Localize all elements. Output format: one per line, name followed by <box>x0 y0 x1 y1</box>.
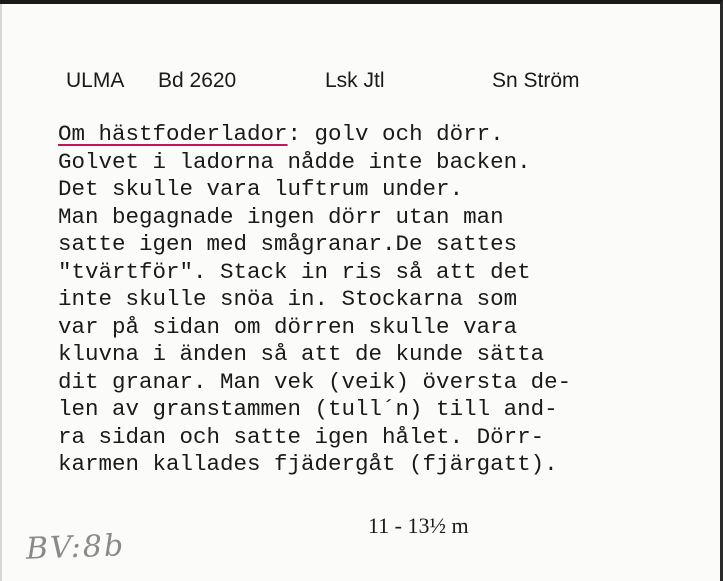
body-line: inte skulle snöa in. Stockarna som <box>58 286 518 312</box>
parish-label: Sn Ström <box>492 69 580 92</box>
topic-heading: Om hästfoderlador <box>58 121 288 147</box>
body-line: karmen kallades fjädergåt (fjärgatt). <box>58 451 558 477</box>
body-line: len av granstammen (tull´n) till and- <box>58 396 558 422</box>
body-line: "tvärtför". Stack in ris så att det <box>58 258 531 285</box>
body-line: Golvet i ladorna nådde inte backen. <box>58 148 531 175</box>
body-line: Det skulle vara luftrum under. <box>58 176 464 202</box>
body-line: var på sidan om dörren skulle vara <box>58 313 518 340</box>
topic-continuation: : golv och dörr. <box>287 121 504 147</box>
page-range: 11 - 13½ m <box>368 513 469 538</box>
collection-label: ULMA <box>66 69 125 92</box>
volume-label: Bd 2620 <box>158 69 237 92</box>
body-line: Man begagnade ingen dörr utan man <box>58 203 504 230</box>
body-line: satte igen med smågranar.De sattes <box>58 231 518 257</box>
body-line: ra sidan och satte igen hålet. Dörr- <box>58 423 545 450</box>
province-label: Lsk Jtl <box>325 69 385 92</box>
body-line <box>58 121 698 149</box>
body-line: kluvna i änden så att de kunde sätta <box>58 341 545 367</box>
card-body <box>58 121 698 479</box>
handwritten-archive-mark: BV:8b <box>25 528 126 567</box>
card-header <box>0 66 720 102</box>
body-line: dit granar. Man vek (veik) översta de- <box>58 368 572 395</box>
